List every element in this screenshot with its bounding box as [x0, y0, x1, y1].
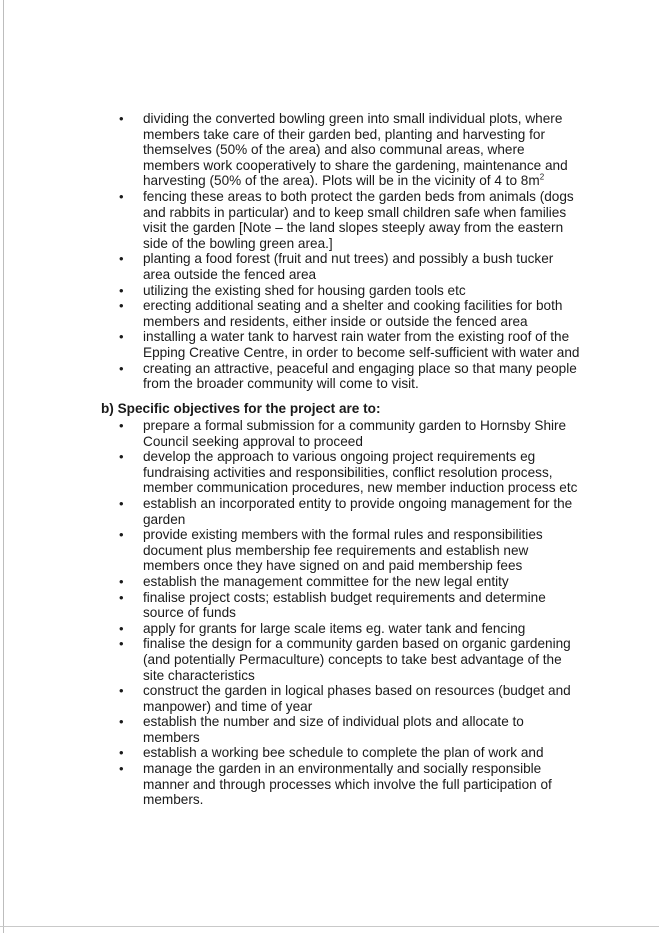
list-item: • establish a working bee schedule to complete the plan of work and — [143, 745, 583, 761]
list-item: • establish the number and size of individual plots and allocate to members — [143, 714, 583, 745]
section-a-list — [143, 111, 583, 392]
list-item: • apply for grants for large scale items eg. water tank and fencing — [143, 621, 583, 637]
list-item: • utilizing the existing shed for housing garden tools etc — [143, 283, 583, 299]
list-item: • creating an attractive, peaceful and engaging place so that many people from the broader community will come to visit. — [143, 361, 583, 392]
list-item: • prepare a formal submission for a community garden to Hornsby Shire Council seeking approval to proceed — [143, 418, 583, 449]
list-item: • provide existing members with the formal rules and responsibilities document plus membership fee requirements and establish new members once they have signed on and paid membership fees — [143, 527, 583, 574]
list-item-text: dividing the converted bowling green into small individual plots, where members take care of their garden bed, planting and harvesting for themselves (50% of the area) and also communal areas, where members work cooperatively to share the gardening, maintenance and harvesting (50% of the area). Plots will be in the vicinity of 4 to 8m — [143, 111, 568, 189]
list-item: • manage the garden in an environmentally and socially responsible manner and through processes which involve the full participation of members. — [143, 761, 583, 808]
list-item: • finalise the design for a community garden based on organic gardening (and potentially Permaculture) concepts to take best advantage of the site characteristics — [143, 636, 583, 683]
list-item: • installing a water tank to harvest rain water from the existing roof of the Epping Creative Centre, in order to become self-sufficient with water and — [143, 329, 583, 360]
list-item: • erecting additional seating and a shelter and cooking facilities for both members and residents, either inside or outside the fenced area — [143, 298, 583, 329]
list-item: • planting a food forest (fruit and nut trees) and possibly a bush tucker area outside the fenced area — [143, 251, 583, 282]
section-b-heading: b) Specific objectives for the project are to: — [101, 401, 381, 416]
list-item: • construct the garden in logical phases based on resources (budget and manpower) and time of year — [143, 683, 583, 714]
page-edge-left — [3, 0, 4, 933]
list-item: • establish the management committee for the new legal entity — [143, 574, 583, 590]
list-item: • establish an incorporated entity to provide ongoing management for the garden — [143, 496, 583, 527]
list-item: • develop the approach to various ongoing project requirements eg fundraising activities and responsibilities, conflict resolution process, member communication procedures, new member induction process etc — [143, 449, 583, 496]
superscript: 2 — [539, 172, 545, 182]
list-item — [143, 111, 583, 189]
list-item: • fencing these areas to both protect the garden beds from animals (dogs and rabbits in particular) and to keep small children safe when families visit the garden [Note – the land slopes steeply away from the eastern side of the bowling green area.] — [143, 189, 583, 251]
section-b-list — [143, 418, 583, 808]
page-edge-bottom — [0, 926, 659, 927]
list-item: • finalise project costs; establish budget requirements and determine source of funds — [143, 590, 583, 621]
